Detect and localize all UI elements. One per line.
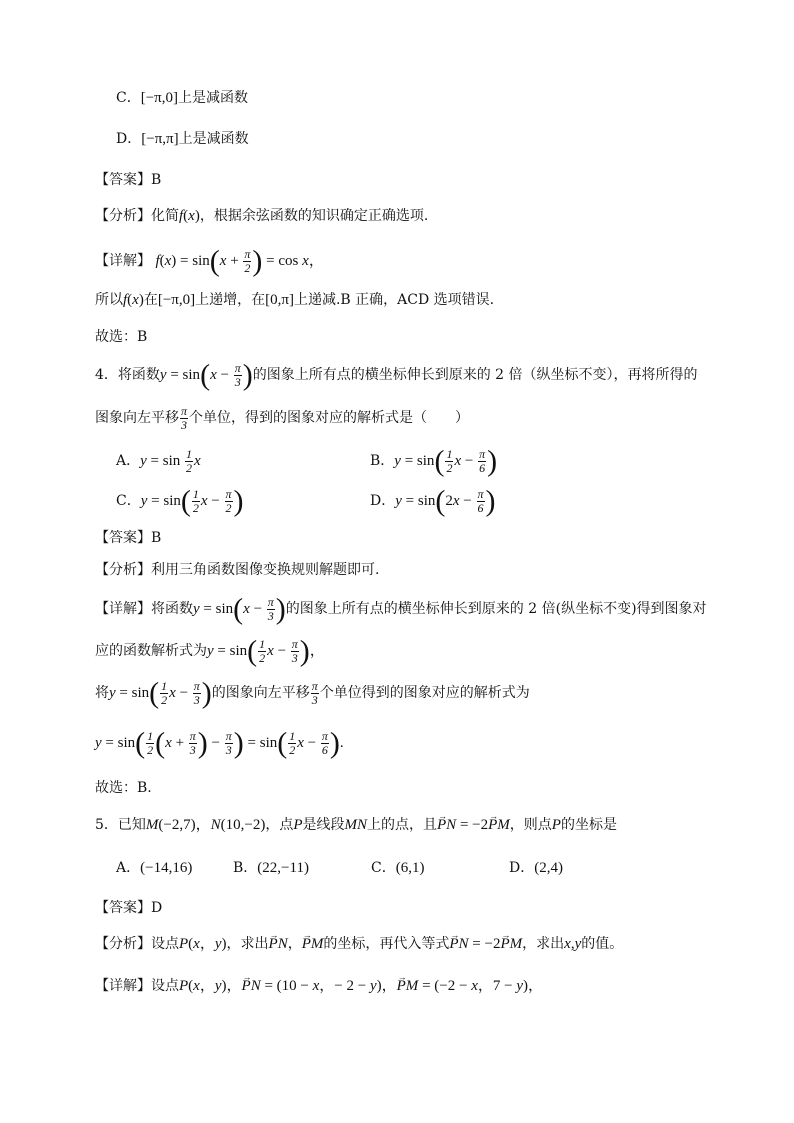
vector-equation: → PN = −2→ PM xyxy=(449,936,522,952)
stem-text: 4．将函数 xyxy=(95,366,160,383)
option-value: (22,−11) xyxy=(257,860,309,876)
vector-equation: → PN = −2→ PM xyxy=(437,817,510,833)
option-math: y = sin(2x − $\frac{\pi}{6}$ ) xyxy=(395,484,496,518)
answer-value: D xyxy=(151,900,163,916)
vector-pm: → PM xyxy=(302,936,324,952)
answer-value: B xyxy=(151,530,162,546)
q4-detail-line2 xyxy=(95,634,325,668)
q4-answer xyxy=(95,528,161,548)
analysis-text: ，求出 xyxy=(226,936,269,952)
q4-analysis xyxy=(95,560,379,580)
q5-option-a xyxy=(116,858,192,878)
q3-final xyxy=(95,327,147,347)
option-label: D． xyxy=(509,860,535,876)
stem-text: 5．已知 xyxy=(95,817,146,833)
option-label: C． xyxy=(116,492,141,509)
point-p: P(x，y) xyxy=(179,936,227,952)
fx-math: f(x) xyxy=(123,292,144,308)
detail-tag: 【详解】 xyxy=(95,600,151,617)
option-label: A． xyxy=(116,452,141,469)
stem-text: 个单位，得到的图象对应的解析式是（ ） xyxy=(189,409,470,426)
q3-option-d xyxy=(116,129,249,149)
q4-option-c xyxy=(116,484,244,518)
conclusion-text: 在 xyxy=(143,292,158,308)
q4-option-d xyxy=(370,484,496,518)
stem-text: 上的点，且 xyxy=(367,817,438,833)
stem-function: y = sin(x − $\frac{\pi}{3}$ ) xyxy=(159,358,253,392)
q3-answer xyxy=(95,170,161,190)
option-value: (2,4) xyxy=(534,860,563,876)
option-value: (−14,16) xyxy=(140,860,193,876)
point-m: M(−2,7)，N(10,−2) xyxy=(145,817,266,833)
option-label: C． xyxy=(116,90,141,106)
detail-text: 设点 xyxy=(151,978,179,994)
analysis-text: ，根据余弦函数的知识确定正确选项. xyxy=(199,208,429,224)
q4-final xyxy=(95,778,152,798)
option-math: y = sin $\frac{1}{2}$ x xyxy=(140,447,201,475)
detail-text: 应的函数解析式为 xyxy=(95,642,207,659)
q3-detail xyxy=(95,244,324,278)
option-value: (6,1) xyxy=(395,860,425,876)
q5-option-d xyxy=(509,858,563,878)
detail-math: y = sin(x − $\frac{\pi}{3}$ ) xyxy=(193,592,286,626)
detail-tag: 【详解】 xyxy=(95,978,151,994)
analysis-tag: 【分析】 xyxy=(95,208,151,224)
point-p: P xyxy=(551,817,561,833)
detail-math: P(x，y)，→ PN = (10 − x，− 2 − y)，→ PM = (−2 − x，7 − y)， xyxy=(179,978,543,994)
point-p: P xyxy=(293,817,303,833)
q3-conclusion xyxy=(95,290,494,310)
vector-pn: → PN xyxy=(269,936,288,952)
analysis-text: 的值。 xyxy=(581,936,624,952)
q4-detail-line1 xyxy=(95,592,707,626)
xy-vars: x,y xyxy=(564,936,582,952)
detail-math: y = sin( $\frac{1}{2}$ x − $\frac{\pi}{3}$ ) xyxy=(109,676,212,710)
analysis-tag: 【分析】 xyxy=(95,936,151,952)
fx-math: f(x) xyxy=(179,208,200,224)
detail-equation: f(x) = sin(x + $\frac{\pi}{2}$ ) = cos x， xyxy=(155,244,324,278)
analysis-text: ， xyxy=(287,936,302,952)
stem-text: 的图象上所有点的横坐标伸长到原来的 2 倍（纵坐标不变），再将所得的 xyxy=(252,366,698,383)
option-label: D． xyxy=(116,131,142,147)
q5-analysis xyxy=(95,934,623,954)
q5-answer xyxy=(95,898,162,918)
q4-stem-line2 xyxy=(95,405,469,432)
detail-math: y = sin( $\frac{1}{2}$ x − $\frac{\pi}{3}$ )， xyxy=(207,634,325,668)
detail-text: 将函数 xyxy=(151,600,193,617)
q5-detail xyxy=(95,976,543,996)
stem-text: 是线段 xyxy=(302,817,345,833)
answer-tag: 【答案】 xyxy=(95,530,151,546)
analysis-text: 化简 xyxy=(151,208,179,224)
final-answer: 故选：B xyxy=(95,329,148,345)
detail-text: 将 xyxy=(95,684,109,701)
option-label: B． xyxy=(233,860,258,876)
analysis-text: 利用三角函数图像变换规则解题即可. xyxy=(151,562,380,578)
detail-text: 个单位得到的图象对应的解析式为 xyxy=(319,684,530,701)
option-label: C． xyxy=(371,860,396,876)
detail-equation: y = sin( $\frac{1}{2}$ (x + $\frac{\pi}{3}$ ) − $\frac{\pi}{3}$ ) = sin( $\frac{1}{2}$ x − $\frac{\pi}{6}$ ). xyxy=(95,726,344,760)
option-text: 上是减函数 xyxy=(178,90,248,106)
stem-text: 图象向左平移 xyxy=(95,409,179,426)
q4-option-a xyxy=(116,448,201,475)
stem-text: ，则点 xyxy=(509,817,552,833)
q5-stem xyxy=(95,815,617,835)
stem-text: 的坐标是 xyxy=(560,817,617,833)
option-math: y = sin( $\frac{1}{2}$ x − $\frac{\pi}{2}$ ) xyxy=(140,484,244,518)
segment-mn: MN xyxy=(344,817,368,833)
analysis-text: 设点 xyxy=(151,936,179,952)
q3-analysis xyxy=(95,206,428,226)
q5-option-c xyxy=(371,858,424,878)
stem-text: ，点 xyxy=(265,817,294,833)
option-label: A． xyxy=(116,860,141,876)
analysis-text: ，求出 xyxy=(522,936,565,952)
q4-stem-line1 xyxy=(95,358,698,392)
interval-math: [0,π] xyxy=(265,292,294,308)
q4-detail-line4 xyxy=(95,726,344,760)
detail-tag: 【详解】 xyxy=(95,252,151,269)
analysis-tag: 【分析】 xyxy=(95,562,151,578)
analysis-text: 的坐标，再代入等式 xyxy=(323,936,450,952)
q3-option-c xyxy=(116,88,248,108)
option-text: 上是减函数 xyxy=(178,131,249,147)
interval-math: [−π,π] xyxy=(141,131,179,147)
option-math: y = sin( $\frac{1}{2}$ x − $\frac{\pi}{6}$ ) xyxy=(394,444,498,478)
conclusion-text: 上递增，在 xyxy=(195,292,266,308)
q4-detail-line3 xyxy=(95,676,530,710)
detail-text: 的图象向左平移 xyxy=(211,684,310,701)
option-label: D． xyxy=(370,492,396,509)
shift-fraction: $\frac{\pi}{3}$ xyxy=(181,404,188,432)
answer-tag: 【答案】 xyxy=(95,900,151,916)
q5-option-b xyxy=(233,858,309,878)
conclusion-text: 上递减.B 正确，ACD 选项错误. xyxy=(293,292,495,308)
answer-value: B xyxy=(151,172,162,188)
detail-text: 的图象上所有点的横坐标伸长到原来的 2 倍(纵坐标不变)得到图象对 xyxy=(285,600,707,617)
interval-math: [−π,0] xyxy=(157,292,196,308)
detail-math: $\frac{\pi}{3}$ xyxy=(311,679,318,707)
option-label: B． xyxy=(370,452,395,469)
answer-tag: 【答案】 xyxy=(95,172,151,188)
final-answer: 故选：B. xyxy=(95,780,152,796)
q4-option-b xyxy=(370,444,498,478)
conclusion-text: 所以 xyxy=(95,292,123,308)
interval-math: [−π,0] xyxy=(140,90,178,106)
